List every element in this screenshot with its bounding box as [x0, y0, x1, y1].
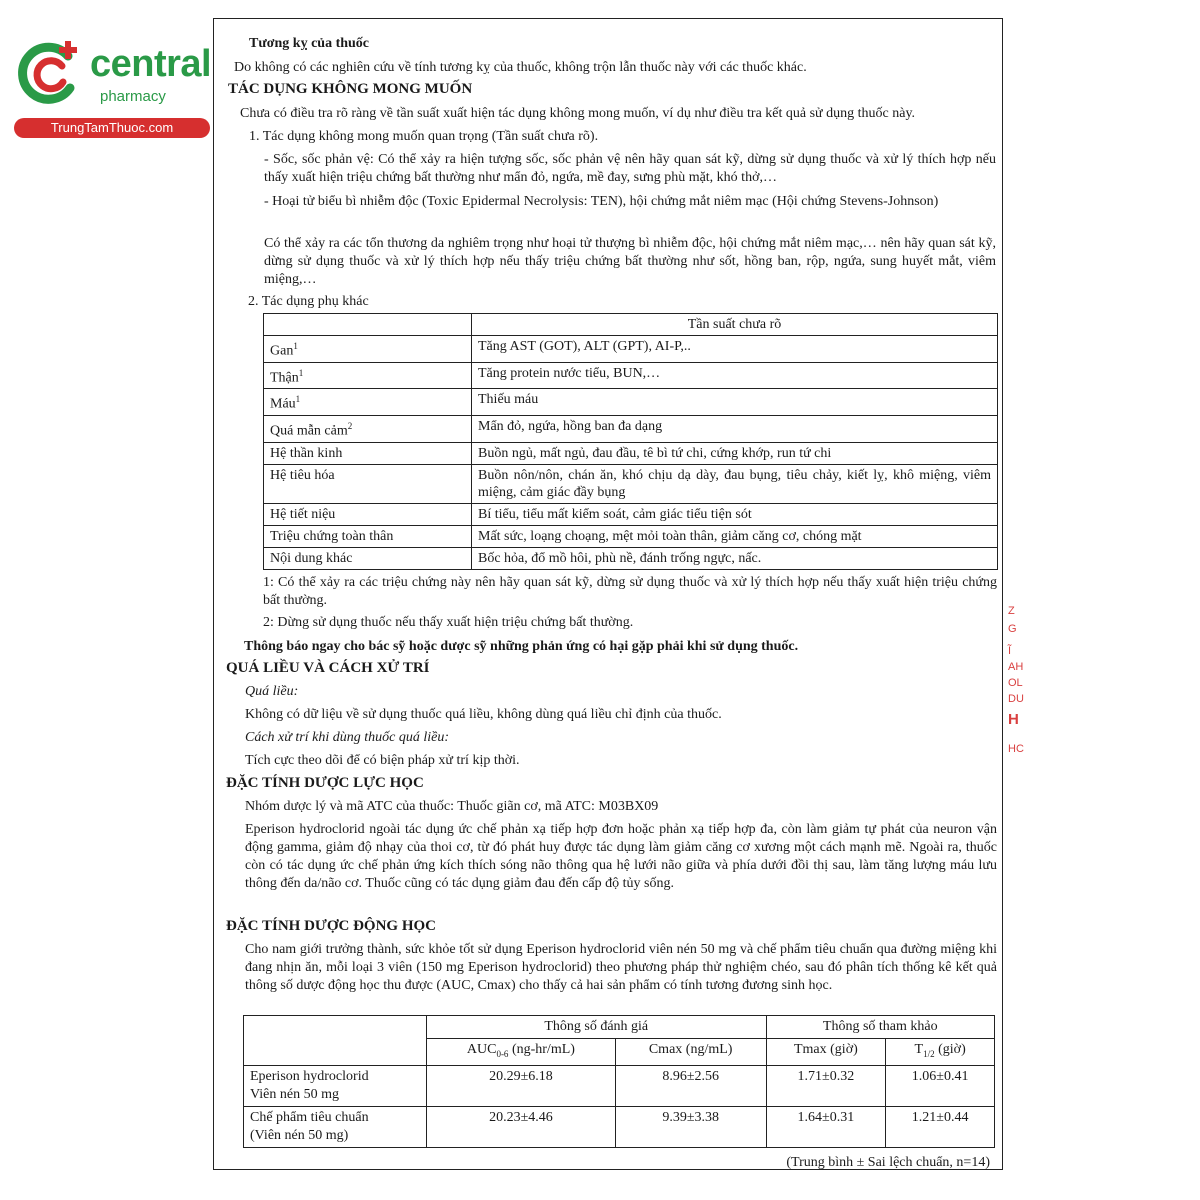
- pk-col-auc: $AUC_{0-6}$ (ng-hr/mL): [427, 1039, 616, 1066]
- pk-header-blank: [244, 1016, 427, 1066]
- organ-cell: Hệ thần kinh: [264, 442, 472, 464]
- footnote-2: 2: Dừng sử dụng thuốc nếu thấy xuất hiện triệu chứng bất thường.: [263, 615, 634, 630]
- pk-col-thalf: $T_{1/2}$ (giờ): [886, 1039, 995, 1066]
- central-pharmacy-logo: [10, 36, 210, 136]
- pharmacodynamics-group: Nhóm dược lý và mã ATC của thuốc: Thuốc giãn cơ, mã ATC: M03BX09: [245, 799, 659, 814]
- effect-cell: Thiếu máu: [472, 389, 998, 416]
- effect-cell: Tăng protein nước tiểu, BUN,…: [472, 362, 998, 389]
- pharmacokinetics-heading: ĐẶC TÍNH DƯỢC ĐỘNG HỌC: [226, 918, 437, 934]
- table-row: [264, 525, 998, 547]
- table-header-blank: [264, 314, 472, 336]
- organ-cell: Thận$^1$: [264, 362, 472, 389]
- pharmacodynamics-heading: ĐẶC TÍNH DƯỢC LỰC HỌC: [226, 775, 424, 791]
- pk-tmax-value: 1.64±0.31: [766, 1106, 886, 1147]
- pk-auc-value: 20.23±4.46: [427, 1106, 616, 1147]
- red-stamp: Z G Ĩ AH OL DU H HC: [1008, 605, 1024, 755]
- table-row: [264, 464, 998, 503]
- organ-cell: Nội dung khác: [264, 547, 472, 569]
- overdose-heading: QUÁ LIỀU VÀ CÁCH XỬ TRÍ: [226, 660, 430, 676]
- table-row: [264, 415, 998, 442]
- table-header-row: [264, 314, 998, 336]
- pk-auc-value: 20.29±6.18: [427, 1065, 616, 1106]
- compat-text: Do không có các nghiên cứu về tính tương kỵ của thuốc, không trộn lẫn thuốc này với các thuốc khác.: [234, 60, 807, 75]
- pk-product-name: Eperison hydroclorid Viên nén 50 mg: [244, 1065, 427, 1106]
- compat-heading: Tương kỵ của thuốc: [249, 36, 370, 51]
- pharmacokinetic-table: [243, 1015, 995, 1148]
- organ-cell: Gan$^1$: [264, 336, 472, 363]
- effect-cell: Tăng AST (GOT), ALT (GPT), AI-P,..: [472, 336, 998, 363]
- effect-cell: Bốc hỏa, đổ mồ hôi, phù nề, đánh trống ngực, nấc.: [472, 547, 998, 569]
- footnote-1: 1: Có thể xảy ra các triệu chứng này nên hãy quan sát kỹ, dừng sử dụng thuốc và xử lý thích hợp nếu thấy xuất hiện triệu chứng bất thường.: [263, 575, 997, 608]
- effect-cell: Bí tiểu, tiểu mất kiểm soát, cảm giác tiểu tiện sót: [472, 503, 998, 525]
- notify-statement: Thông báo ngay cho bác sỹ hoặc dược sỹ những phản ứng có hại gặp phải khi sử dụng thuốc.: [244, 639, 799, 654]
- table-header-frequency: Tần suất chưa rõ: [472, 314, 998, 336]
- logo-mark-icon: [10, 36, 88, 114]
- pk-table-footnote: (Trung bình ± Sai lệch chuẩn, n=14): [786, 1155, 990, 1170]
- pk-product-name: Chế phẩm tiêu chuẩn (Viên nén 50 mg): [244, 1106, 427, 1147]
- effect-cell: Buồn nôn/nôn, chán ăn, khó chịu dạ dày, đau bụng, tiêu chảy, kiết lỵ, khô miệng, viêm miệng, cảm giác đầy bụng: [472, 464, 998, 503]
- pk-cmax-value: 9.39±3.38: [615, 1106, 766, 1147]
- adverse-heading: TÁC DỤNG KHÔNG MONG MUỐN: [228, 81, 473, 97]
- table-row: [264, 442, 998, 464]
- important-effects-title: 1. Tác dụng không mong muốn quan trọng (Tần suất chưa rõ).: [249, 129, 599, 144]
- pk-col-cmax: Cmax (ng/mL): [615, 1039, 766, 1066]
- pk-group-header-row: [244, 1016, 995, 1039]
- organ-cell: Máu$^1$: [264, 389, 472, 416]
- organ-cell: Triệu chứng toàn thân: [264, 525, 472, 547]
- adverse-intro: Chưa có điều tra rõ ràng về tần suất xuất hiện tác dụng không mong muốn, ví dụ như điều tra kết quả sử dụng thuốc này.: [240, 106, 916, 121]
- overdose-subheading: Quá liều:: [245, 684, 299, 699]
- overdose-treatment-text: Tích cực theo dõi để có biện pháp xử trí kịp thời.: [245, 753, 520, 768]
- pk-tmax-value: 1.71±0.32: [766, 1065, 886, 1106]
- other-effects-title: 2. Tác dụng phụ khác: [248, 294, 369, 309]
- effect-cell: Buồn ngủ, mất ngủ, đau đầu, tê bì tứ chi, cứng khớp, run tứ chi: [472, 442, 998, 464]
- pk-cmax-value: 8.96±2.56: [615, 1065, 766, 1106]
- table-row: [264, 362, 998, 389]
- logo-tagline: pharmacy: [100, 88, 166, 105]
- table-row: [264, 389, 998, 416]
- shock-paragraph: - Sốc, sốc phản vệ: Có thể xảy ra hiện tượng sốc, sốc phản vệ nên hãy quan sát kỹ, dừng sử dụng thuốc và xử lý thích hợp nếu thấy xuất hiện triệu chứng bất thường như mẩn đỏ, ngứa, mề đay, sưng phù mặt, khó thở,…: [264, 152, 996, 185]
- organ-cell: Quá mẫn cảm$^2$: [264, 415, 472, 442]
- overdose-treatment-subheading: Cách xử trí khi dùng thuốc quá liều:: [245, 730, 449, 745]
- ten-paragraph: - Hoại tử biểu bì nhiễm độc (Toxic Epidermal Necrolysis: TEN), hội chứng mắt niêm mạc (Hội chứng Stevens-Johnson): [264, 194, 939, 209]
- table-row: [264, 503, 998, 525]
- pk-row: [244, 1065, 995, 1106]
- pk-thalf-value: 1.06±0.41: [886, 1065, 995, 1106]
- table-row: [264, 336, 998, 363]
- pk-thalf-value: 1.21±0.44: [886, 1106, 995, 1147]
- organ-cell: Hệ tiết niệu: [264, 503, 472, 525]
- pk-col-tmax: Tmax (giờ): [766, 1039, 886, 1066]
- adverse-effects-table: [263, 313, 998, 570]
- pk-group-evaluation: Thông số đánh giá: [427, 1016, 767, 1039]
- pharmacodynamics-text: Eperison hydroclorid ngoài tác dụng ức chế phản xạ tiếp hợp đơn hoặc phản xạ tiếp hợp đa, còn làm giảm tự phát của neuron vận động gamma, giảm độ nhạy của thoi cơ, từ đó phát huy được tác dụng làm giảm căng cơ xương một cách mạnh mẽ. Ngoài ra, thuốc còn có tác dụng ức chế phản ứng kích thích sóng não thông qua hệ lưới não giữa và phía dưới đồi thị sau, làm tăng lượng máu lưu thông đến da/não cơ. Thuốc cũng có tác dụng giảm đau đến cấp độ tủy sống.: [245, 822, 997, 891]
- logo-url: TrungTamThuoc.com: [14, 118, 210, 138]
- effect-cell: Mẩn đỏ, ngứa, hồng ban đa dạng: [472, 415, 998, 442]
- pharmacokinetics-text: Cho nam giới trưởng thành, sức khỏe tốt sử dụng Eperison hydroclorid viên nén 50 mg và chế phẩm tiêu chuẩn qua đường miệng khi đang nhịn ăn, mỗi loại 3 viên (150 mg Eperison hydroclorid) theo phương pháp thử nghiệm chéo, sau đó phân tích thống kê kết quả thông số dược động học thu được (AUC, Cmax) cho thấy cả hai sản phẩm có tính tương đương sinh học.: [245, 942, 997, 993]
- document-page: [213, 18, 1003, 1170]
- logo-brand: central: [90, 43, 212, 85]
- organ-cell: Hệ tiêu hóa: [264, 464, 472, 503]
- overdose-text: Không có dữ liệu về sử dụng thuốc quá liều, không dùng quá liều chỉ định của thuốc.: [245, 707, 722, 722]
- ten-detail-paragraph: Có thể xảy ra các tổn thương da nghiêm trọng như hoại tử thượng bì nhiễm độc, hội chứng mắt niêm mạc,… nên hãy quan sát kỹ, dừng sử dụng thuốc và xử lý thích hợp nếu thấy triệu chứng bất thường như sốt, hồng ban, rộp, ngứa, sung huyết mắt, viêm miệng,…: [264, 236, 996, 287]
- pk-group-reference: Thông số tham khảo: [766, 1016, 995, 1039]
- pk-row: [244, 1106, 995, 1147]
- effect-cell: Mất sức, loạng choạng, mệt mỏi toàn thân, giảm căng cơ, chóng mặt: [472, 525, 998, 547]
- table-row: [264, 547, 998, 569]
